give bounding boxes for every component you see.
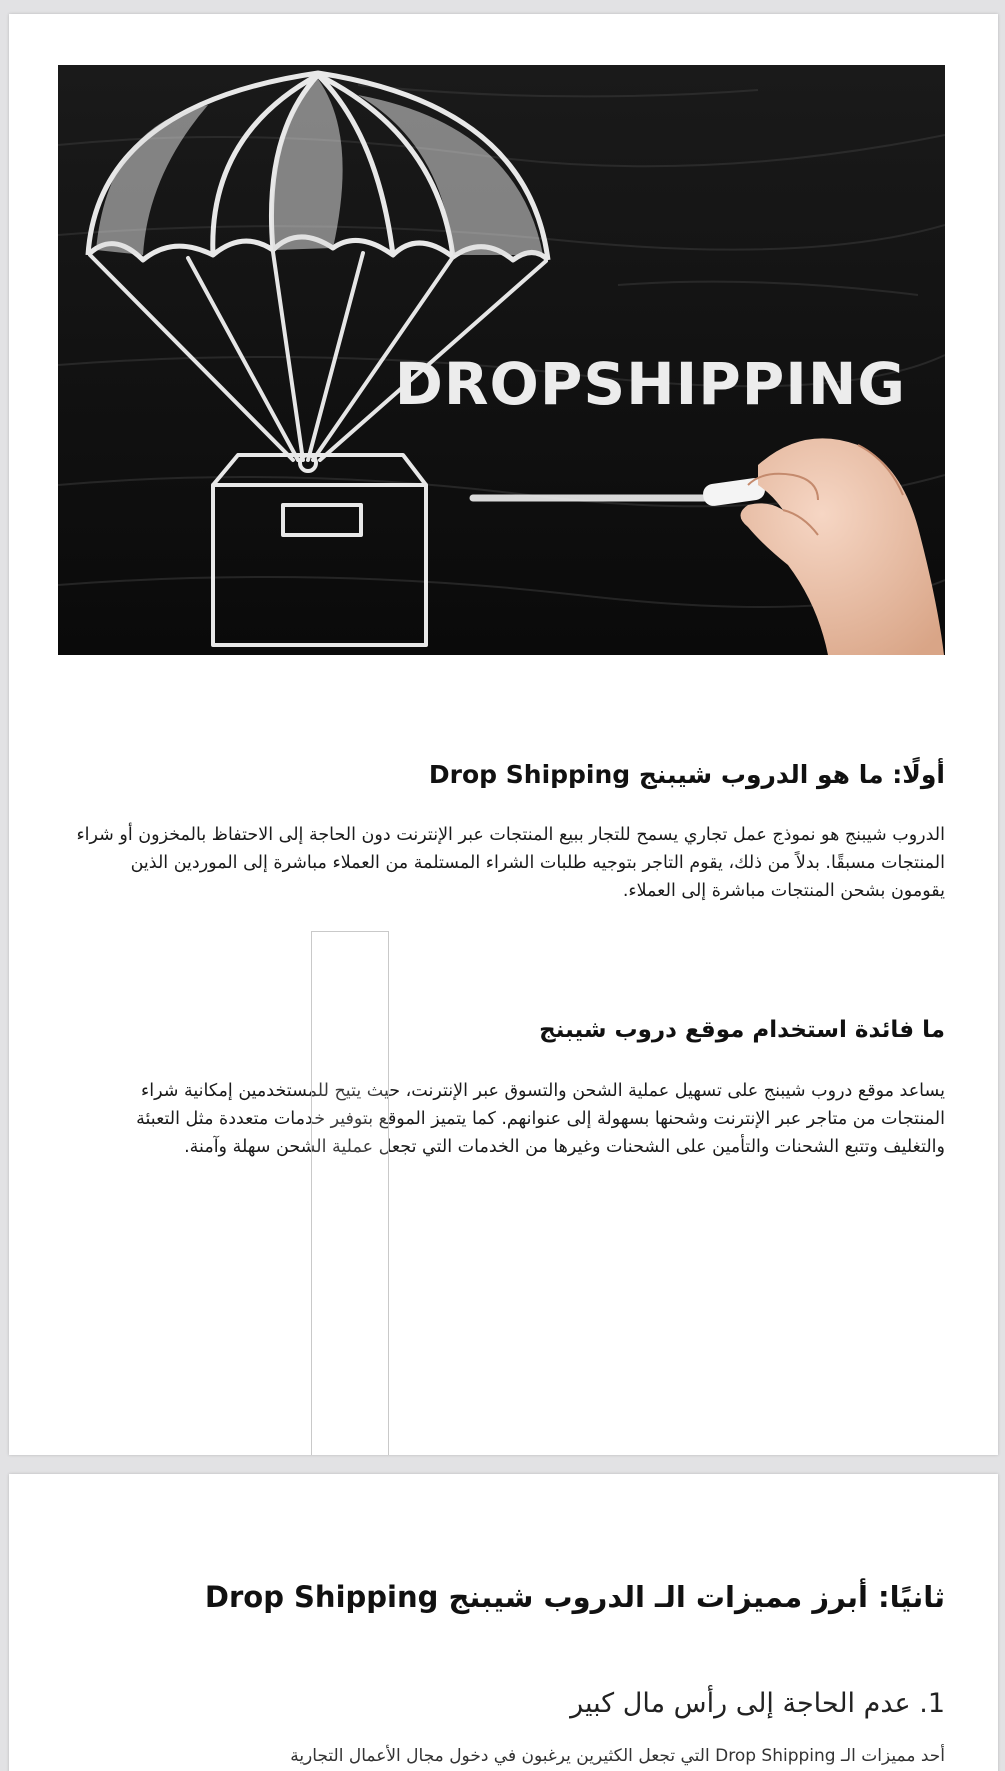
hero-image: [58, 65, 945, 655]
section-heading-what-is: أولًا: ما هو الدروب شيبنج Drop Shipping: [428, 760, 945, 789]
document-page-1: [9, 14, 998, 1455]
truncated-paragraph: أحد مميزات الـ Drop Shipping التي تجعل الكثيرين يرغبون في دخول مجال الأعمال التجارية: [290, 1746, 945, 1766]
hero-image-text: DROPSHIPPING: [394, 350, 906, 418]
section-heading-features: ثانيًا: أبرز مميزات الـ الدروب شيبنج Drop Shipping: [204, 1580, 945, 1614]
list-item-no-capital: 1. عدم الحاجة إلى رأس مال كبير: [570, 1688, 945, 1719]
empty-placeholder-box: [311, 931, 389, 1455]
section-paragraph-what-is: الدروب شيبنج هو نموذج عمل تجاري يسمح للتجار ببيع المنتجات عبر الإنترنت دون الحاجة إلى الاحتفاظ بالمخزون أو شراء المنتجات مسبقًا. بدلاً من ذلك، يقوم التاجر بتوجيه طلبات الشراء المستلمة من العملاء مباشرة إلى الموردين الذين يقومون بشحن المنتجات مباشرة إلى العملاء.: [76, 825, 945, 901]
document-page-2: [9, 1474, 998, 1771]
section-paragraph-benefit: يساعد موقع دروب شيبنج على تسهيل عملية الشحن والتسوق عبر الإنترنت، حيث يتيح للمستخدمين إمكانية شراء المنتجات من متاجر عبر الإنترنت وشحنها بسهولة إلى عنوانهم. كما يتميز الموقع بتوفير خدمات متعددة مثل التعبئة والتغليف وتتبع الشحنات والتأمين على الشحنات وغيرها من الخدمات التي تجعل عملية الشحن سهلة وآمنة.: [136, 1081, 945, 1157]
section-heading-benefit: ما فائدة استخدام موقع دروب شيبنج: [539, 1017, 945, 1043]
